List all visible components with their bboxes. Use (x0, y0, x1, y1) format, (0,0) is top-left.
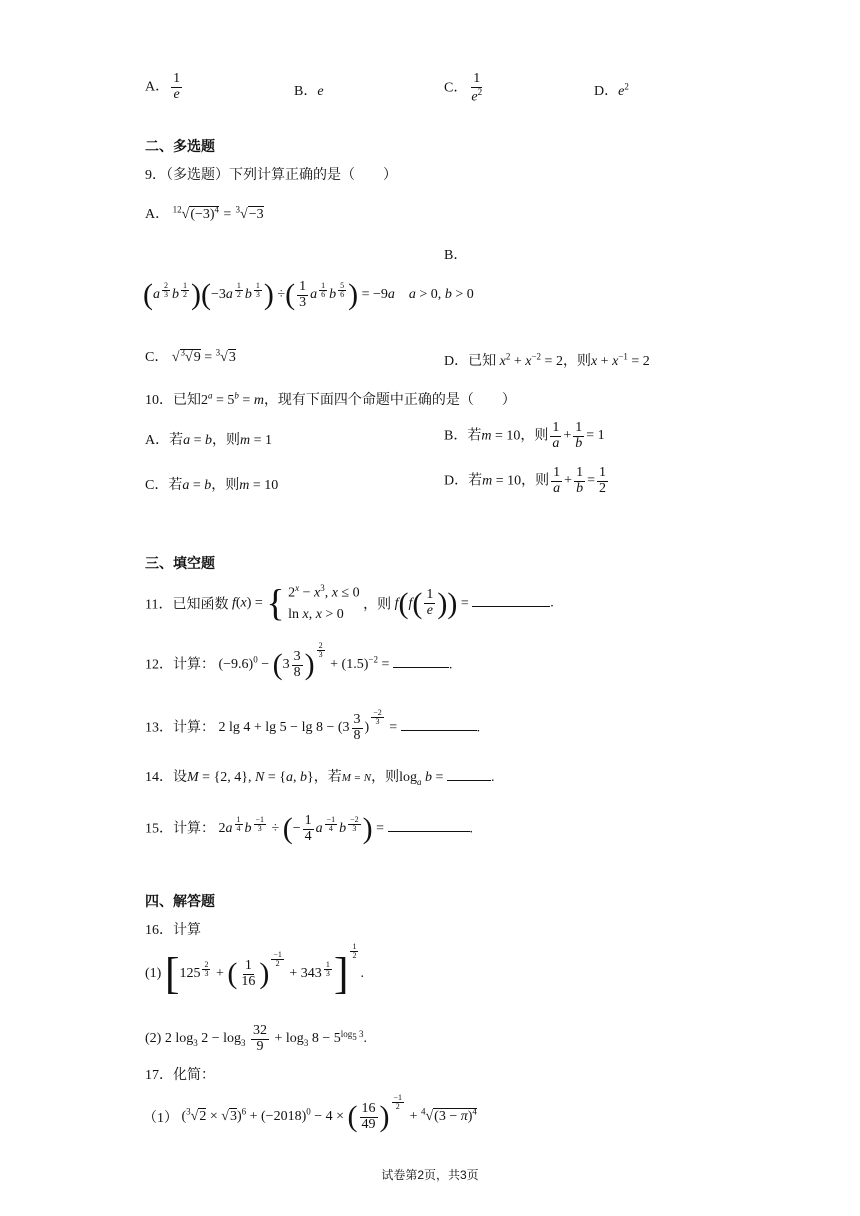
q8-option-a: A． $\frac{1}{e}$ (145, 71, 181, 102)
q17-part1: （1） $(^3√2 \times √3)^6 + (-2018)^0 - 4$ × ( $\frac{16}{49}$ ) $^{\frac{-1}{2}}$ + $^4√(3 - \pi)^4$ (143, 1092, 477, 1134)
q8-option-d: D．$e^2$ (594, 81, 629, 99)
q14: 14．设M = {2, 4}, N = {a, b}，若M = N，则$\log_a b$ = . (145, 770, 495, 787)
q9-option-b-label: B． (444, 248, 468, 263)
q16-part2: (2) 2 $\log_3 2 - \log_3$ $\frac{32}{9}$ + $\log_3 8 - 5^{log_5 3}$. (145, 1023, 367, 1054)
q17-title: 17．化简： (145, 1068, 215, 1083)
q9-option-b-formula: (a $^{\frac{2}{3}}$ b $^{\frac{1}{2}}$ )(−3a $^{\frac{1}{2}}$ b $^{\frac{1}{3}}$ ) ÷( $\frac{1}{3}$ a $^{\frac{1}{6}}$ b $^{\frac{5}{6}}$ ) = −9a a > 0, b > 0 (143, 278, 474, 312)
q9-option-d: D．已知 $x^2 + x^{-2} = 2$，则$x + x^{-1} = 2$ (444, 351, 650, 369)
q9-option-a: A． $^{12}√(-3)^4 = ^3√-3$ (145, 204, 264, 222)
q13: 13．计算： 2 lg 4 + lg 5 − lg 8 − (3 $\frac{3}{8}$ ) $^{\frac{-2}{3}}$ = . (145, 707, 481, 743)
q11: 11．已知函数 f(x) = { $2^x - x^3$, x ≤ 0 ln x, x > 0 ，则 f(f( $\frac{1}{e}$ )) = . (145, 582, 554, 625)
q9-stem: 9．（多选题）下列计算正确的是（ ） (145, 168, 397, 183)
page-footer: 试卷第2页，共3页 (381, 1168, 479, 1182)
q8-option-c: C． $\frac{1}{e^2}$ (444, 71, 483, 105)
q8-option-b: B．e (294, 84, 324, 99)
q10-option-b: B．若m = 10，则 $\frac{1}{a}$ + $\frac{1}{b}$ = 1 (444, 420, 605, 451)
q10-option-c: C．若a = b，则m = 10 (145, 478, 279, 493)
q10-option-d: D．若m = 10，则 $\frac{1}{a}$ + $\frac{1}{b}$ = $\frac{1}{2}$ (444, 465, 606, 496)
section-heading-answer: 四、解答题 (145, 893, 215, 909)
section-heading-multi: 二、多选题 (145, 138, 215, 154)
q15: 15．计算： 2a $^{\frac{1}{4}}$ b $^{\frac{-1}{3}}$ ÷ (− $\frac{1}{4}$ a $^{\frac{-1}{4}}$ b $^{\frac{-2}{3}}$ ) = . (145, 812, 474, 846)
q9-option-c: C． √$^3$√9 = $^3$√3 (145, 347, 236, 365)
q16-part1: (1) [125 $^{\frac{2}{3}}$ + ( $\frac{1}{16}$ ) $^{\frac{-1}{2}}$ + 343 $^{\frac{1}{3}}$ ] $^{\frac{1}{2}}$ . (145, 941, 364, 998)
q16-title: 16．计算 (145, 923, 201, 938)
q10-option-a: A．若a = b，则m = 1 (145, 433, 273, 448)
q12: 12．计算： $(-9.6)^0 - (3$ $\frac{3}{8}$ ) $^{\frac{2}{3}}$ + $(1.5)^{-2}$ = . (145, 640, 453, 682)
q10-stem: 10．已知$2^a = 5^b = m$，现有下面四个命题中正确的是（ ） (145, 390, 516, 408)
section-heading-fill: 三、填空题 (145, 555, 215, 571)
